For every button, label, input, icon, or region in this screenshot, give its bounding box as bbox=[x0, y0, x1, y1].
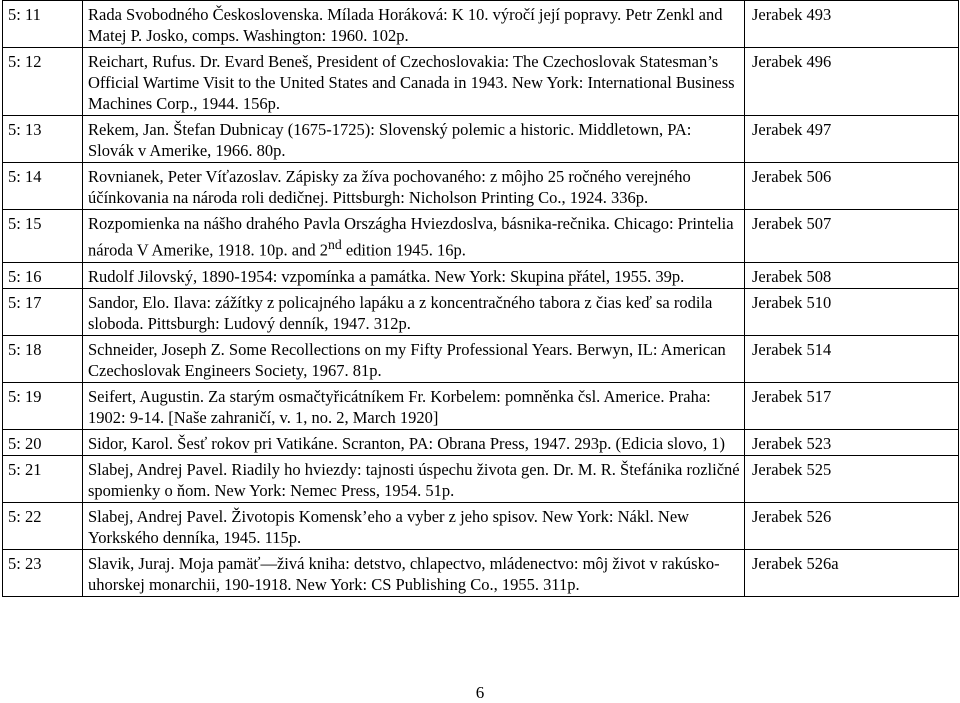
entry-reference: Jerabek 508 bbox=[745, 262, 959, 288]
table-row bbox=[3, 549, 959, 596]
entry-number: 5: 18 bbox=[3, 335, 83, 382]
entry-reference: Jerabek 526a bbox=[745, 549, 959, 596]
entry-number: 5: 23 bbox=[3, 549, 83, 596]
entry-citation: Schneider, Joseph Z. Some Recollections on my Fifty Professional Years. Berwyn, IL: American Czechoslovak Engineers Society, 1967. 81p. bbox=[83, 335, 745, 382]
entry-number: 5: 20 bbox=[3, 429, 83, 455]
entry-reference: Jerabek 510 bbox=[745, 288, 959, 335]
entry-number: 5: 11 bbox=[3, 1, 83, 48]
table-row bbox=[3, 335, 959, 382]
entry-number: 5: 22 bbox=[3, 502, 83, 549]
entry-number: 5: 17 bbox=[3, 288, 83, 335]
entry-citation: Rudolf Jilovský, 1890-1954: vzpomínka a památka. New York: Skupina přátel, 1955. 39p. bbox=[83, 262, 745, 288]
edition-superscript: nd bbox=[327, 237, 342, 252]
table-row bbox=[3, 502, 959, 549]
table-row bbox=[3, 288, 959, 335]
entry-reference: Jerabek 507 bbox=[745, 210, 959, 263]
entry-number: 5: 14 bbox=[3, 163, 83, 210]
entry-reference: Jerabek 514 bbox=[745, 335, 959, 382]
table-row bbox=[3, 1, 959, 48]
entry-number: 5: 15 bbox=[3, 210, 83, 263]
table-row bbox=[3, 262, 959, 288]
entry-citation: Seifert, Augustin. Za starým osmačtyřicátníkem Fr. Korbelem: pomněnka čsl. Americe. Praha: 1902: 9-14. [Naše zahraničí, v. 1, no. 2, March 1920] bbox=[83, 382, 745, 429]
entry-citation: Reichart, Rufus. Dr. Evard Beneš, President of Czechoslovakia: The Czechoslovak Statesman’s Official Wartime Visit to the United States and Canada in 1943. New York: International Business Machines Corp., 1944. 156p. bbox=[83, 48, 745, 116]
entry-number: 5: 12 bbox=[3, 48, 83, 116]
entry-number: 5: 19 bbox=[3, 382, 83, 429]
entry-citation: Rovnianek, Peter Víťazoslav. Zápisky za žíva pochovaného: z môjho 25 ročného verejného účínkovania na národa roli dedičnej. Pittsburgh: Nicholson Printing Co., 1924. 336p. bbox=[83, 163, 745, 210]
table-row bbox=[3, 382, 959, 429]
entry-reference: Jerabek 525 bbox=[745, 455, 959, 502]
entry-citation: Rada Svobodného Československa. Mílada Horáková: K 10. výročí její popravy. Petr Zenkl and Matej P. Josko, comps. Washington: 1960. 102p. bbox=[83, 1, 745, 48]
entry-citation: Slabej, Andrej Pavel. Životopis Komensk’eho a vyber z jeho spisov. New York: Nákl. New Yorkského denníka, 1945. 115p. bbox=[83, 502, 745, 549]
entry-citation: Slavik, Juraj. Moja pamäť—živá kniha: detstvo, chlapectvo, mládenectvo: môj život v rakúsko-uhorskej monarchii, 190-1918. New York: CS Publishing Co., 1955. 311p. bbox=[83, 549, 745, 596]
table-row bbox=[3, 455, 959, 502]
entry-reference: Jerabek 496 bbox=[745, 48, 959, 116]
entry-citation-tail: edition 1945. 16p. bbox=[341, 240, 466, 260]
entry-reference: Jerabek 497 bbox=[745, 116, 959, 163]
table-row bbox=[3, 210, 959, 263]
table-row bbox=[3, 116, 959, 163]
entry-reference: Jerabek 517 bbox=[745, 382, 959, 429]
entry-citation: Slabej, Andrej Pavel. Riadily ho hviezdy: tajnosti úspechu života gen. Dr. M. R. Štefánika rozličné spomienky o ňom. New York: Nemec Press, 1954. 51p. bbox=[83, 455, 745, 502]
table-row bbox=[3, 163, 959, 210]
table-row bbox=[3, 48, 959, 116]
table-row bbox=[3, 429, 959, 455]
entry-reference: Jerabek 493 bbox=[745, 1, 959, 48]
entry-citation: Sandor, Elo. Ilava: zážítky z policajného lapáku a z koncentračného tabora z čias keď sa rodila sloboda. Pittsburgh: Ludový denník, 1947. 312p. bbox=[83, 288, 745, 335]
entry-number: 5: 16 bbox=[3, 262, 83, 288]
entry-reference: Jerabek 506 bbox=[745, 163, 959, 210]
entry-number: 5: 21 bbox=[3, 455, 83, 502]
entry-citation-main: Rozpomienka na nášho drahého Pavla Országha Hviezdoslva, básnika-rečnika. Chicago: Printelia národa V Amerike, 1918. 10p. and 2 bbox=[88, 214, 734, 260]
entry-citation bbox=[83, 210, 745, 263]
entry-number: 5: 13 bbox=[3, 116, 83, 163]
bibliography-table bbox=[2, 0, 959, 597]
entry-citation: Sidor, Karol. Šesť rokov pri Vatikáne. Scranton, PA: Obrana Press, 1947. 293p. (Edicia slovo, 1) bbox=[83, 429, 745, 455]
page-number: 6 bbox=[475, 683, 485, 702]
entry-citation: Rekem, Jan. Štefan Dubnicay (1675-1725): Slovenský polemic a historic. Middletown, PA: Slovák v Amerike, 1966. 80p. bbox=[83, 116, 745, 163]
entry-reference: Jerabek 526 bbox=[745, 502, 959, 549]
entry-reference: Jerabek 523 bbox=[745, 429, 959, 455]
